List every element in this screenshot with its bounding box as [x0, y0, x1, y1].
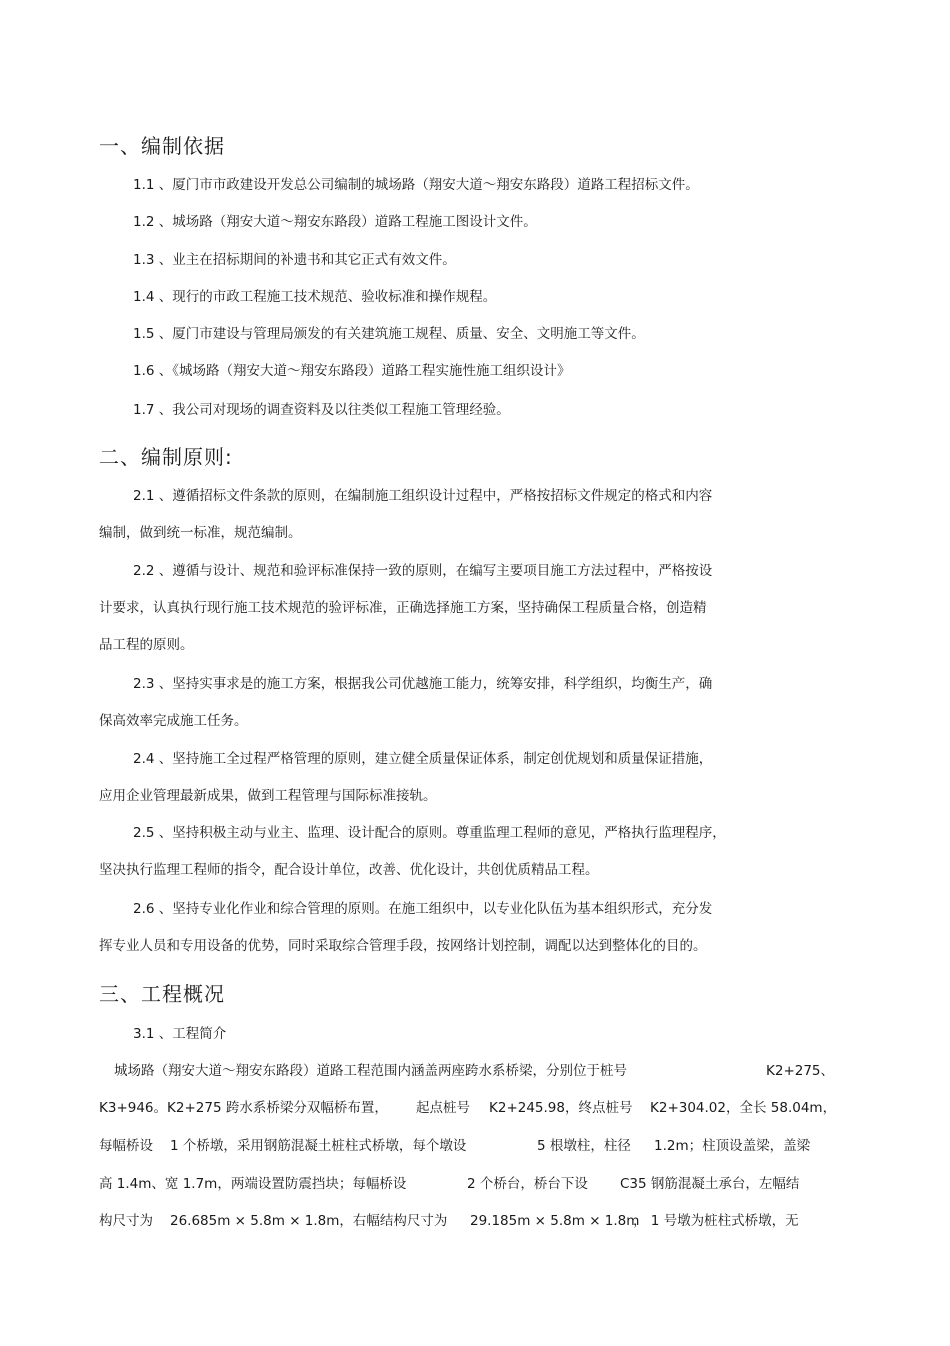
para-2-3-line-2: 保高效率完成施工任务。	[99, 713, 248, 729]
overview-line-1b: K2+275、	[766, 1063, 835, 1079]
para-2-6-line-1: 2.6 、坚持专业化作业和综合管理的原则。在施工组织中，以专业化队伍为基本组织形式，充分发	[133, 901, 713, 917]
overview-line-4b: 2 个桥台，桥台下设	[467, 1176, 588, 1192]
section3-heading: 三、工程概况	[99, 982, 225, 1006]
section1-item-5: 1.5 、厦门市建设与管理局颁发的有关建筑施工规程、质量、安全、文明施工等文件。	[133, 326, 645, 342]
para-2-5-line-1: 2.5 、坚持积极主动与业主、监理、设计配合的原则。尊重监理工程师的意见，严格执行监理程序，	[133, 825, 726, 841]
overview-line-3c: 5 根墩柱，柱径	[537, 1138, 631, 1154]
section1-item-6: 1.6 、《城场路（翔安大道～翔安东路段）道路工程实施性施工组织设计》	[133, 363, 571, 379]
para-2-4-line-2: 应用企业管理最新成果，做到工程管理与国际标准接轨。	[99, 788, 437, 804]
section1-item-2: 1.2 、城场路（翔安大道～翔安东路段）道路工程施工图设计文件。	[133, 214, 537, 230]
para-2-6-line-2: 挥专业人员和专用设备的优势，同时采取综合管理手段，按网络计划控制，调配以达到整体化的目的。	[99, 938, 707, 954]
para-2-1-line-1: 2.1 、遵循招标文件条款的原则，在编制施工组织设计过程中，严格按招标文件规定的格式和内容	[133, 488, 713, 504]
para-2-3-line-1: 2.3 、坚持实事求是的施工方案，根据我公司优越施工能力，统筹安排，科学组织，均衡生产，确	[133, 676, 713, 692]
overview-line-2d: K2+304.02，全长 58.04m，	[650, 1100, 837, 1116]
overview-line-3a: 每幅桥设	[99, 1138, 153, 1154]
overview-line-2a: K3+946。K2+275 跨水系桥梁分双幅桥布置，	[99, 1100, 388, 1116]
overview-line-5c: 29.185m × 5.8m × 1.8m	[470, 1213, 640, 1229]
section2-heading: 二、编制原则:	[99, 445, 233, 469]
overview-line-3d: 1.2m；柱顶设盖梁，盖梁	[654, 1138, 811, 1154]
para-2-4-line-1: 2.4 、坚持施工全过程严格管理的原则，建立健全质量保证体系，制定创优规划和质量保证措施，	[133, 751, 713, 767]
para-2-2-line-1: 2.2 、遵循与设计、规范和验评标准保持一致的原则，在编写主要项目施工方法过程中，严格按设	[133, 563, 713, 579]
overview-line-1a: 城场路（翔安大道～翔安东路段）道路工程范围内涵盖两座跨水系桥梁，分别位于桩号	[114, 1063, 627, 1079]
section1-item-4: 1.4 、现行的市政工程施工技术规范、验收标准和操作规程。	[133, 289, 497, 305]
overview-line-4c: C35 钢筋混凝土承台，左幅结	[620, 1176, 800, 1192]
overview-line-3b: 1 个桥墩，采用钢筋混凝土桩柱式桥墩，每个墩设	[170, 1138, 467, 1154]
para-2-1-line-2: 编制，做到统一标准，规范编制。	[99, 525, 302, 541]
section1-item-3: 1.3 、业主在招标期间的补遗书和其它正式有效文件。	[133, 252, 456, 268]
para-2-5-line-2: 坚决执行监理工程师的指令，配合设计单位，改善、优化设计，共创优质精品工程。	[99, 862, 599, 878]
overview-line-2c: K2+245.98，终点桩号	[489, 1100, 633, 1116]
section1-heading: 一、编制依据	[99, 134, 225, 158]
overview-line-5b: 26.685m × 5.8m × 1.8m，右幅结构尺寸为	[170, 1213, 448, 1229]
para-2-2-line-2: 计要求，认真执行现行施工技术规范的验评标准，正确选择施工方案，坚持确保工程质量合格，创造精	[99, 600, 707, 616]
overview-line-5d: ， 1 号墩为桩柱式桥墩，无	[633, 1213, 799, 1229]
overview-line-5a: 构尺寸为	[99, 1213, 153, 1229]
section1-item-1: 1.1 、厦门市市政建设开发总公司编制的城场路（翔安大道～翔安东路段）道路工程招标文件。	[133, 177, 699, 193]
section1-item-7: 1.7 、我公司对现场的调查资料及以往类似工程施工管理经验。	[133, 402, 510, 418]
overview-line-4a: 高 1.4m、宽 1.7m，两端设置防震挡块；每幅桥设	[99, 1176, 407, 1192]
para-2-2-line-3: 品工程的原则。	[99, 637, 194, 653]
overview-line-2b: 起点桩号	[416, 1100, 470, 1116]
subsection-3-1-title: 3.1 、工程简介	[133, 1026, 227, 1042]
